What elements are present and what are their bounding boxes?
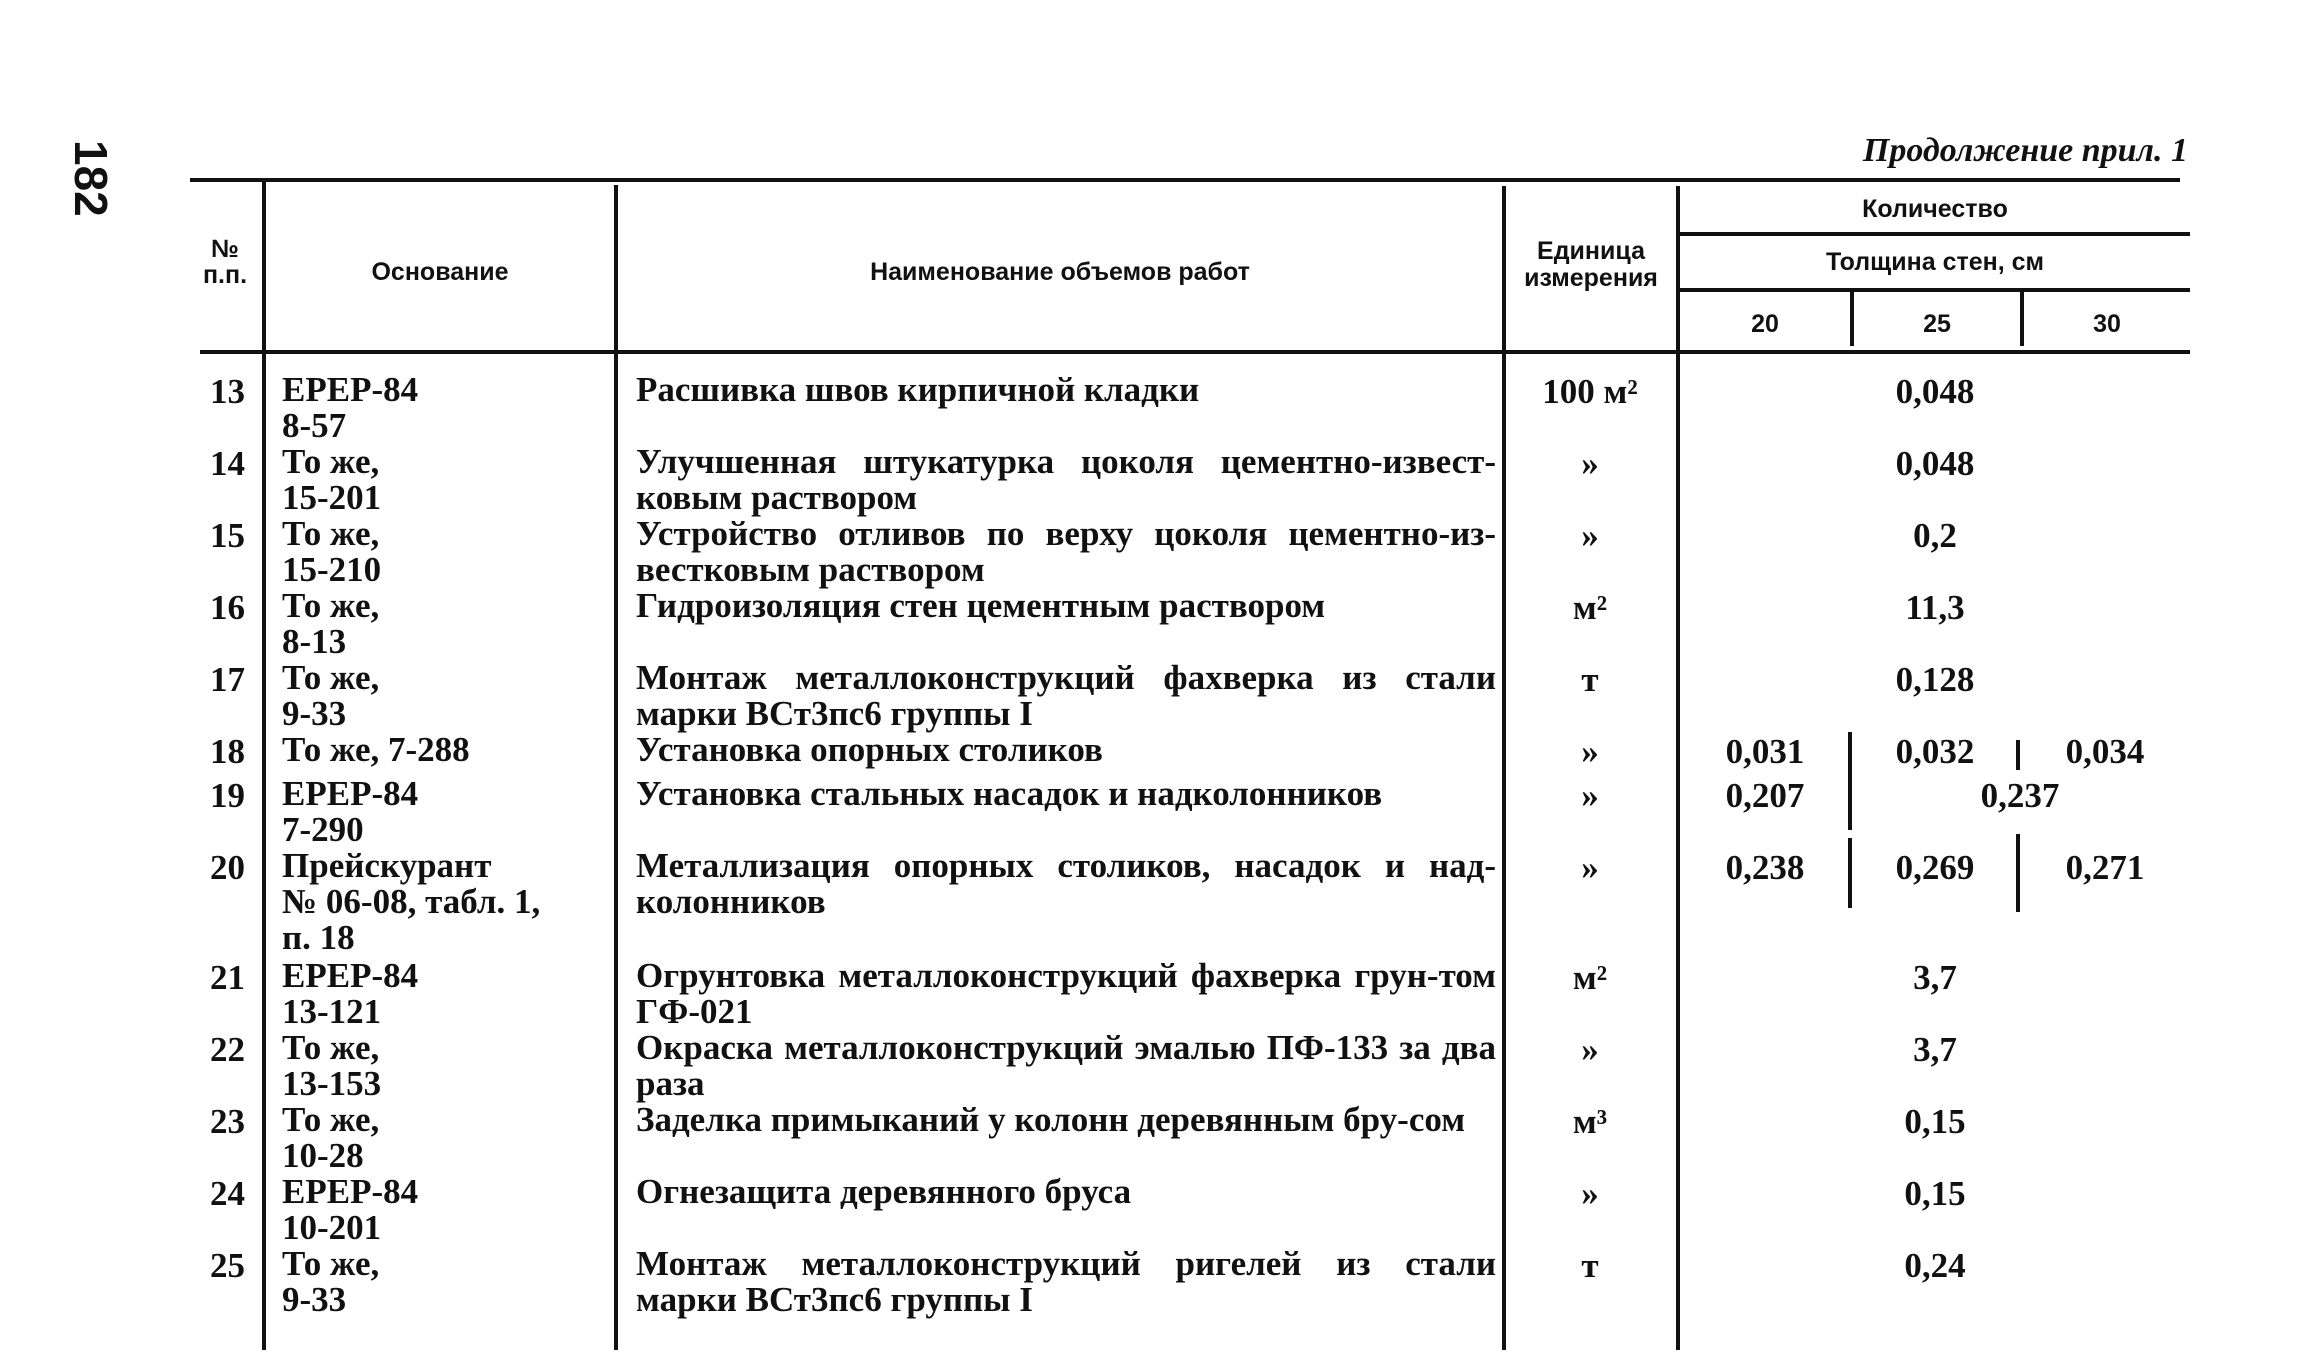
- row-basis: То же, 8-13: [282, 586, 380, 661]
- row-unit: »: [1581, 848, 1599, 887]
- row-work: Расшивка швов кирпичной кладки: [636, 370, 1200, 409]
- row-number: 13: [210, 372, 245, 411]
- row-quantity-30: 0,034: [2065, 732, 2145, 771]
- header-unit: Единица измерения: [1524, 237, 1658, 292]
- row-number: 23: [210, 1102, 245, 1141]
- row-quantity: 11,3: [1905, 588, 1965, 627]
- row-quantity-30: 0,271: [2065, 848, 2145, 887]
- row-quantity: 3,7: [1913, 958, 1957, 997]
- row-quantity-25: 0,269: [1895, 848, 1975, 887]
- row-unit: »: [1581, 444, 1599, 483]
- header-col-25: 25: [1923, 310, 1951, 338]
- row-work: Гидроизоляция стен цементным раствором: [636, 586, 1326, 625]
- row-quantity: 0,15: [1904, 1102, 1966, 1141]
- column-divider-work: [614, 185, 618, 1350]
- row-number: 18: [210, 732, 245, 771]
- row-unit: т: [1581, 1246, 1599, 1285]
- row-unit: »: [1581, 776, 1599, 815]
- row-work: Заделка примыканий у колонн деревянным бру-сом: [636, 1100, 1466, 1139]
- header-col-20: 20: [1751, 310, 1779, 338]
- row-work: Металлизация опорных столиков, насадок и над-колонников: [636, 846, 1496, 921]
- row-unit: м²: [1572, 958, 1608, 997]
- row-number: 22: [210, 1030, 245, 1069]
- row-quantity-25-30: 0,237: [1980, 776, 2060, 815]
- row-work: Окраска металлоконструкций эмалью ПФ-133 за два раза: [636, 1028, 1496, 1103]
- quantity-rule: [1680, 232, 2190, 236]
- column-divider-basis: [262, 182, 266, 1350]
- row-basis: То же, 10-28: [282, 1100, 380, 1175]
- row-unit: 100 м²: [1542, 372, 1638, 411]
- quantity-separator: [1848, 838, 1852, 908]
- row-number: 21: [210, 958, 245, 997]
- row-basis: То же, 7-288: [282, 730, 470, 769]
- thickness-rule: [1680, 288, 2190, 292]
- page-number: 182: [65, 140, 117, 217]
- row-unit: т: [1581, 660, 1599, 699]
- row-quantity: 3,7: [1913, 1030, 1957, 1069]
- row-quantity-20: 0,238: [1725, 848, 1805, 887]
- row-work: Установка стальных насадок и надколонников: [636, 774, 1383, 813]
- row-work: Огнезащита деревянного бруса: [636, 1172, 1132, 1211]
- row-work: Установка опорных столиков: [636, 730, 1103, 769]
- quantity-separator: [2016, 834, 2020, 912]
- header-thickness: Толщина стен, см: [1825, 248, 2045, 276]
- row-quantity: 0,048: [1895, 444, 1975, 483]
- row-number: 15: [210, 516, 245, 555]
- row-unit: »: [1581, 732, 1599, 771]
- row-basis: ЕРЕР-84 10-201: [282, 1172, 419, 1247]
- row-quantity: 0,2: [1913, 516, 1957, 555]
- header-col-30: 30: [2093, 310, 2121, 338]
- row-basis: То же, 9-33: [282, 1244, 380, 1319]
- table-caption: Продолжение прил. 1: [1862, 132, 2188, 169]
- table-top-rule: [190, 178, 2180, 182]
- row-number: 14: [210, 444, 245, 483]
- row-work: Улучшенная штукатурка цоколя цементно-извест-ковым раствором: [636, 442, 1496, 517]
- row-number: 20: [210, 848, 245, 887]
- row-number: 24: [210, 1174, 245, 1213]
- row-basis: То же, 15-210: [282, 514, 382, 589]
- header-bottom-rule: [200, 350, 2190, 354]
- row-unit: м²: [1572, 588, 1608, 627]
- row-number: 19: [210, 776, 245, 815]
- row-unit: м³: [1572, 1102, 1608, 1141]
- row-unit: »: [1581, 1030, 1599, 1069]
- quantity-separator: [1848, 732, 1852, 778]
- row-unit: »: [1581, 1174, 1599, 1213]
- row-work: Устройство отливов по верху цоколя цементно-из-вестковым раствором: [636, 514, 1496, 589]
- row-basis: ЕРЕР-84 13-121: [282, 956, 419, 1031]
- row-quantity: 0,048: [1895, 372, 1975, 411]
- row-number: 25: [210, 1246, 245, 1285]
- row-quantity-25: 0,032: [1895, 732, 1975, 771]
- row-basis: То же, 13-153: [282, 1028, 382, 1103]
- row-quantity: 0,24: [1904, 1246, 1966, 1285]
- header-work: Наименование объемов работ: [870, 258, 1250, 286]
- row-basis: То же, 9-33: [282, 658, 380, 733]
- header-num: № п.п.: [202, 235, 248, 289]
- row-work: Монтаж металлоконструкций фахверка из стали марки ВСт3пс6 группы I: [636, 658, 1496, 733]
- row-number: 16: [210, 588, 245, 627]
- quantity-separator: [2016, 740, 2020, 770]
- row-work: Огрунтовка металлоконструкций фахверка грун-том ГФ-021: [636, 956, 1496, 1031]
- header-quantity: Количество: [1862, 195, 2008, 223]
- row-quantity: 0,128: [1895, 660, 1975, 699]
- row-unit: »: [1581, 516, 1599, 555]
- quantity-separator: [1848, 778, 1852, 830]
- row-basis: ЕРЕР-84 8-57: [282, 370, 419, 445]
- row-quantity: 0,15: [1904, 1174, 1966, 1213]
- row-basis: То же, 15-201: [282, 442, 382, 517]
- row-quantity-20: 0,031: [1725, 732, 1805, 771]
- row-quantity-20: 0,207: [1725, 776, 1805, 815]
- header-basis: Основание: [371, 258, 509, 286]
- row-number: 17: [210, 660, 245, 699]
- row-basis: ЕРЕР-84 7-290: [282, 774, 419, 849]
- row-work: Монтаж металлоконструкций ригелей из стали марки ВСт3пс6 группы I: [636, 1244, 1496, 1319]
- row-basis: Прейскурант № 06-08, табл. 1, п. 18: [282, 846, 541, 957]
